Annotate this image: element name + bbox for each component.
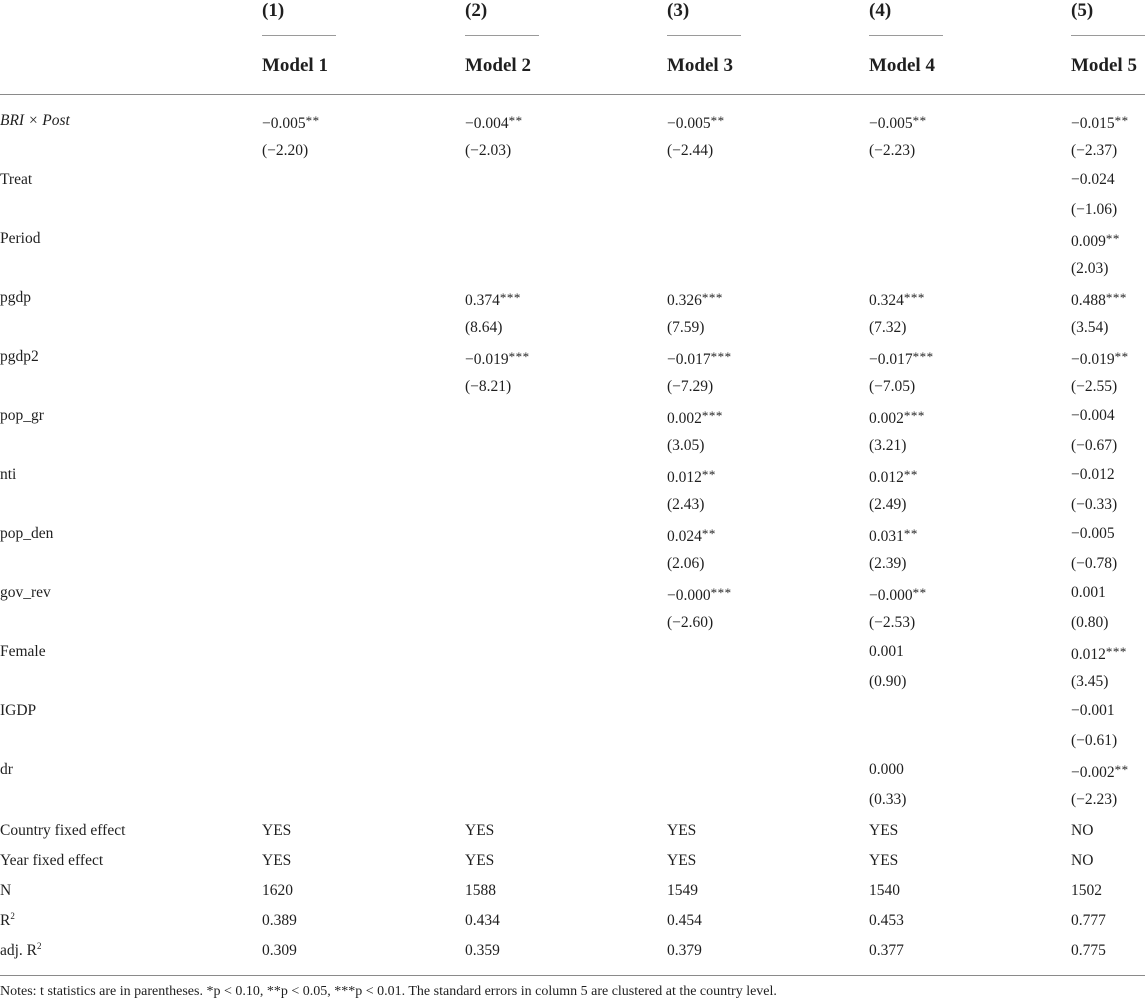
coefficient-cell: 0.002***: [667, 408, 723, 427]
column-model-header: Model 2: [465, 55, 531, 76]
column-model-header: Model 5: [1071, 55, 1137, 76]
t-stat-cell: (3.45): [1071, 673, 1109, 690]
column-number-header: (5): [1071, 0, 1094, 21]
coefficient-cell: 0.001: [1071, 584, 1106, 601]
t-stat-cell: (3.05): [667, 437, 705, 454]
t-stat-cell: (−7.29): [667, 378, 714, 395]
footer-value-cell: YES: [869, 822, 899, 839]
t-stat-cell: (7.32): [869, 319, 907, 336]
coefficient-cell: −0.005**: [262, 113, 320, 132]
t-stat-cell: (0.33): [869, 791, 907, 808]
coefficient-cell: 0.488***: [1071, 290, 1127, 309]
footer-value-cell: NO: [1071, 852, 1094, 869]
row-label: pop_gr: [0, 407, 44, 424]
t-stat-cell: (−2.55): [1071, 378, 1118, 395]
t-stat-cell: (0.90): [869, 673, 907, 690]
column-model-header: Model 1: [262, 55, 328, 76]
coefficient-cell: −0.015**: [1071, 113, 1129, 132]
t-stat-cell: (2.06): [667, 555, 705, 572]
footer-row-label: Year fixed effect: [0, 852, 104, 869]
footer-value-cell: YES: [667, 822, 697, 839]
footer-value-cell: 0.309: [262, 942, 297, 959]
row-label: gov_rev: [0, 584, 51, 601]
row-label: Period: [0, 230, 41, 247]
t-stat-cell: (−7.05): [869, 378, 916, 395]
coefficient-cell: −0.024: [1071, 171, 1115, 188]
footer-value-cell: 1620: [262, 882, 293, 899]
t-stat-cell: (−2.03): [465, 142, 512, 159]
row-label: pop_den: [0, 525, 54, 542]
row-label: nti: [0, 466, 17, 483]
coefficient-cell: −0.019**: [1071, 349, 1129, 368]
coefficient-cell: −0.005**: [869, 113, 927, 132]
footer-value-cell: 0.775: [1071, 942, 1106, 959]
t-stat-cell: (−0.33): [1071, 496, 1118, 513]
coefficient-cell: 0.324***: [869, 290, 925, 309]
coefficient-cell: −0.000***: [667, 585, 732, 604]
column-header-rule: [667, 35, 741, 36]
footer-value-cell: NO: [1071, 822, 1094, 839]
coefficient-cell: 0.002***: [869, 408, 925, 427]
t-stat-cell: (−8.21): [465, 378, 512, 395]
footer-value-cell: YES: [465, 822, 495, 839]
row-label: IGDP: [0, 702, 37, 719]
footer-value-cell: YES: [262, 822, 292, 839]
footer-value-cell: YES: [465, 852, 495, 869]
t-stat-cell: (2.43): [667, 496, 705, 513]
coefficient-cell: 0.024**: [667, 526, 716, 545]
footer-value-cell: 1588: [465, 882, 496, 899]
row-label: dr: [0, 761, 13, 778]
column-model-header: Model 3: [667, 55, 733, 76]
footer-value-cell: YES: [869, 852, 899, 869]
t-stat-cell: (3.21): [869, 437, 907, 454]
column-header-rule: [262, 35, 336, 36]
t-stat-cell: (−0.67): [1071, 437, 1118, 454]
footer-value-cell: 0.777: [1071, 912, 1106, 929]
t-stat-cell: (−2.60): [667, 614, 714, 631]
coefficient-cell: −0.004: [1071, 407, 1115, 424]
t-stat-cell: (0.80): [1071, 614, 1109, 631]
row-label: BRI × Post: [0, 112, 70, 129]
coefficient-cell: −0.002**: [1071, 762, 1129, 781]
coefficient-cell: 0.009**: [1071, 231, 1120, 250]
footer-value-cell: 0.434: [465, 912, 500, 929]
footer-value-cell: 0.359: [465, 942, 500, 959]
footer-row-label: adj. $R^2$: [0, 940, 42, 959]
footer-value-cell: 1502: [1071, 882, 1102, 899]
table-notes: Notes: t statistics are in parentheses. *p < 0.10, **p < 0.05, ***p < 0.01. The standard errors in column 5 are clustered at the country level.: [0, 984, 777, 999]
coefficient-cell: −0.001: [1071, 702, 1115, 719]
footer-value-cell: YES: [262, 852, 292, 869]
t-stat-cell: (−0.61): [1071, 732, 1118, 749]
t-stat-cell: (−0.78): [1071, 555, 1118, 572]
coefficient-cell: −0.004**: [465, 113, 523, 132]
t-stat-cell: (−2.37): [1071, 142, 1118, 159]
column-number-header: (1): [262, 0, 285, 21]
column-header-rule: [465, 35, 539, 36]
footer-value-cell: 1540: [869, 882, 900, 899]
footer-row-label: N: [0, 882, 12, 899]
t-stat-cell: (3.54): [1071, 319, 1109, 336]
coefficient-cell: −0.017***: [869, 349, 934, 368]
footer-row-label: $R^2$: [0, 910, 15, 929]
column-number-header: (3): [667, 0, 690, 21]
t-stat-cell: (−2.53): [869, 614, 916, 631]
t-stat-cell: (−2.20): [262, 142, 309, 159]
footer-value-cell: 0.389: [262, 912, 297, 929]
footer-row-label: Country fixed effect: [0, 822, 126, 839]
row-label: pgdp2: [0, 348, 39, 365]
coefficient-cell: 0.001: [869, 643, 904, 660]
coefficient-cell: 0.012**: [869, 467, 918, 486]
coefficient-cell: 0.326***: [667, 290, 723, 309]
row-label: Treat: [0, 171, 33, 188]
t-stat-cell: (8.64): [465, 319, 503, 336]
footer-value-cell: 0.453: [869, 912, 904, 929]
coefficient-cell: 0.012**: [667, 467, 716, 486]
column-model-header: Model 4: [869, 55, 935, 76]
column-number-header: (4): [869, 0, 892, 21]
coefficient-cell: 0.000: [869, 761, 904, 778]
coefficient-cell: −0.012: [1071, 466, 1115, 483]
coefficient-cell: −0.005**: [667, 113, 725, 132]
coefficient-cell: −0.000**: [869, 585, 927, 604]
coefficient-cell: −0.017***: [667, 349, 732, 368]
column-header-rule: [1071, 35, 1145, 36]
footer-value-cell: 1549: [667, 882, 698, 899]
t-stat-cell: (2.03): [1071, 260, 1109, 277]
t-stat-cell: (2.39): [869, 555, 907, 572]
t-stat-cell: (−1.06): [1071, 201, 1118, 218]
coefficient-cell: −0.019***: [465, 349, 530, 368]
bottom-rule: [0, 975, 1145, 976]
t-stat-cell: (7.59): [667, 319, 705, 336]
footer-value-cell: 0.379: [667, 942, 702, 959]
footer-value-cell: YES: [667, 852, 697, 869]
footer-value-cell: 0.454: [667, 912, 702, 929]
footer-value-cell: 0.377: [869, 942, 904, 959]
row-label: pgdp: [0, 289, 31, 306]
coefficient-cell: 0.031**: [869, 526, 918, 545]
t-stat-cell: (−2.23): [1071, 791, 1118, 808]
column-header-rule: [869, 35, 943, 36]
coefficient-cell: 0.012***: [1071, 644, 1127, 663]
row-label: Female: [0, 643, 46, 660]
column-number-header: (2): [465, 0, 488, 21]
t-stat-cell: (−2.23): [869, 142, 916, 159]
header-rule: [0, 94, 1145, 95]
coefficient-cell: 0.374***: [465, 290, 521, 309]
t-stat-cell: (−2.44): [667, 142, 714, 159]
coefficient-cell: −0.005: [1071, 525, 1115, 542]
t-stat-cell: (2.49): [869, 496, 907, 513]
